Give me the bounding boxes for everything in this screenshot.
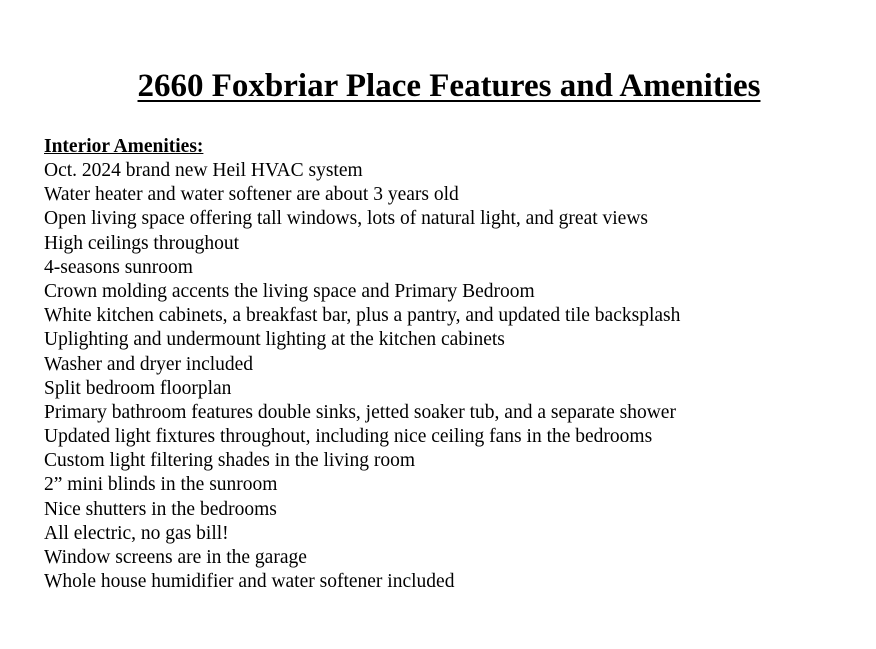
list-item: Water heater and water softener are about 3 years old: [44, 184, 459, 206]
list-item: Uplighting and undermount lighting at the kitchen cabinets: [44, 329, 505, 351]
list-item: Oct. 2024 brand new Heil HVAC system: [44, 160, 363, 181]
list-item: All electric, no gas bill!: [44, 522, 229, 544]
list-item: Crown molding accents the living space and Primary Bedroom: [44, 280, 535, 302]
list-item: Primary bathroom features double sinks, jetted soaker tub, and a separate shower: [44, 401, 676, 423]
list-item: Split bedroom floorplan: [44, 377, 232, 399]
document-title: 2660 Foxbriar Place Features and Amenities: [137, 68, 761, 104]
list-item: High ceilings throughout: [44, 232, 239, 254]
list-item: White kitchen cabinets, a breakfast bar, plus a pantry, and updated tile backsplash: [44, 305, 681, 327]
list-item: 4-seasons sunroom: [44, 256, 193, 278]
list-item: Whole house humidifier and water softener included: [44, 571, 455, 593]
amenity-list: [44, 159, 864, 594]
list-item: Open living space offering tall windows, lots of natural light, and great views: [44, 208, 649, 230]
section-heading: Interior Amenities:: [44, 136, 204, 157]
interior-amenities-section: [44, 135, 864, 594]
list-item: Washer and dryer included: [44, 353, 254, 375]
list-item: Window screens are in the garage: [44, 547, 307, 568]
list-item: Custom light filtering shades in the living room: [44, 450, 416, 472]
list-item: Updated light fixtures throughout, including nice ceiling fans in the bedrooms: [44, 426, 653, 448]
list-item: Nice shutters in the bedrooms: [44, 498, 277, 520]
list-item: 2” mini blinds in the sunroom: [44, 474, 278, 496]
